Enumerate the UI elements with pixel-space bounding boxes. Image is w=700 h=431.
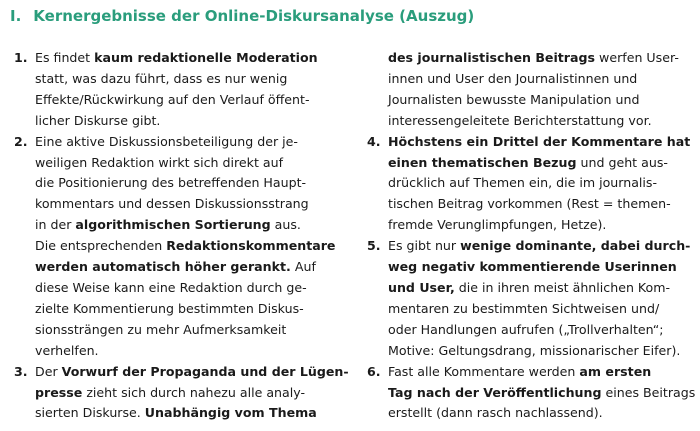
text-line	[388, 194, 693, 215]
text-line	[388, 320, 693, 341]
text-segment: Es gibt nur	[388, 238, 461, 254]
text-line	[35, 278, 345, 299]
text-line	[388, 299, 693, 320]
text-segment: erstellt (dann rasch nachlassend).	[388, 405, 603, 421]
text-line	[388, 362, 693, 383]
finding-item-1	[10, 48, 345, 132]
text-segment: die in ihren meist ähnlichen Kom-	[454, 279, 671, 295]
text-line	[35, 194, 345, 215]
finding-number: 5.	[367, 238, 381, 254]
text-line	[35, 341, 345, 362]
finding-item-5	[363, 236, 693, 361]
text-line	[388, 173, 693, 194]
text-segment: oder Handlungen aufrufen („Trollverhalten“;	[388, 321, 664, 337]
section-number: I.	[10, 7, 22, 25]
text-segment: Eine aktive Diskussionsbeteiligung der je-	[35, 133, 298, 149]
bold-text: Redaktionskommentare	[166, 238, 336, 254]
text-segment: drücklich auf Themen ein, die im journalis-	[388, 175, 658, 191]
text-line	[388, 403, 693, 424]
text-segment: werfen User-	[595, 50, 679, 65]
text-segment: zielte Kommentierung bestimmten Diskus-	[35, 300, 304, 316]
finding-number: 4.	[367, 133, 381, 149]
text-line	[35, 299, 345, 320]
text-segment: weiligen Redaktion wirkt sich direkt auf	[35, 154, 284, 170]
text-line	[35, 215, 345, 236]
text-segment: Journalisten bewusste Manipulation und	[388, 91, 640, 107]
text-segment: mentaren zu bestimmten Sichtweisen und/	[388, 300, 660, 316]
bold-text: weg negativ kommentierende Userinnen	[388, 259, 677, 275]
bold-text: Vorwurf der Propaganda und der Lügen-	[61, 363, 349, 379]
bold-text: und User,	[388, 279, 455, 295]
text-segment: Die entsprechenden	[35, 238, 167, 254]
finding-number: 2.	[14, 133, 28, 149]
text-segment: Der	[35, 363, 62, 379]
finding-number: 3.	[14, 363, 28, 379]
left-column	[10, 48, 349, 424]
text-segment: aus.	[270, 217, 301, 233]
text-segment: Auf	[290, 259, 316, 275]
finding-number: 1.	[14, 50, 28, 65]
text-line	[388, 111, 693, 132]
bold-text: einen thematischen Bezug	[388, 154, 577, 170]
text-segment: und geht aus-	[576, 154, 668, 170]
finding-item-3-continued	[363, 48, 693, 132]
section-heading	[10, 7, 474, 25]
finding-item-4	[363, 132, 693, 237]
bold-text: presse	[35, 384, 83, 400]
text-line	[388, 236, 693, 257]
text-line	[35, 362, 349, 383]
bold-text: des journalistischen Beitrags	[388, 50, 596, 65]
finding-item-2	[10, 132, 345, 362]
text-segment: licher Diskurse gibt.	[35, 112, 161, 128]
text-line	[35, 403, 345, 424]
text-line	[388, 90, 693, 111]
text-segment: innen und User den Journalistinnen und	[388, 70, 638, 86]
text-segment: diese Weise kann eine Redaktion durch ge-	[35, 279, 307, 295]
bold-text: Höchstens ein Drittel der Kommentare hat	[388, 133, 691, 149]
text-segment: fremde Verunglimpfungen, Hetze).	[388, 217, 607, 233]
text-segment: kommentars und dessen Diskussionsstrang	[35, 196, 309, 212]
right-column	[363, 48, 696, 424]
text-line	[35, 48, 345, 69]
text-line	[388, 257, 693, 278]
text-line	[388, 48, 693, 69]
text-segment: in der	[35, 217, 76, 233]
text-line	[35, 320, 345, 341]
text-segment: Motive: Geltungsdrang, missionarischer Eifer).	[388, 342, 681, 358]
bold-text: werden automatisch höher gerankt.	[35, 259, 291, 275]
bold-text: kaum redaktionelle Moderation	[94, 50, 318, 65]
text-segment: Es findet	[35, 50, 95, 65]
text-line	[388, 383, 696, 404]
text-segment: verhelfen.	[35, 342, 99, 358]
text-line	[35, 173, 345, 194]
text-line	[35, 132, 345, 153]
text-segment: eines Beitrags	[601, 384, 696, 400]
text-line	[35, 90, 345, 111]
text-segment: interessengeleitete Berichterstattung vor.	[388, 112, 652, 128]
bold-text: am ersten	[579, 363, 652, 379]
text-line	[35, 111, 345, 132]
finding-item-6	[363, 362, 696, 425]
text-line	[388, 153, 693, 174]
bold-text: Tag nach der Veröffentlichung	[388, 384, 602, 400]
text-line	[388, 215, 693, 236]
text-segment: Fast alle Kommentare werden	[388, 363, 580, 379]
text-segment: sionssträngen zu mehr Aufmerksamkeit	[35, 321, 287, 337]
text-line	[35, 257, 345, 278]
text-segment: zieht sich durch nahezu alle analy-	[82, 384, 306, 400]
text-segment: statt, was dazu führt, dass es nur wenig	[35, 70, 288, 86]
text-segment: sierten Diskurse.	[35, 405, 145, 421]
text-line	[35, 69, 345, 90]
text-line	[35, 153, 345, 174]
text-line	[388, 278, 693, 299]
section-title: Kernergebnisse der Online-Diskursanalyse (Auszug)	[33, 7, 475, 25]
text-line	[35, 236, 345, 257]
text-line	[35, 383, 345, 404]
finding-number: 6.	[367, 363, 381, 379]
bold-text: Unabhängig vom Thema	[144, 405, 317, 421]
text-line	[388, 341, 693, 362]
text-segment: die Positionierung des betreffenden Haupt-	[35, 175, 307, 191]
text-segment: Effekte/Rückwirkung auf den Verlauf öffent-	[35, 91, 310, 107]
text-line	[388, 69, 693, 90]
finding-item-3	[10, 362, 349, 425]
text-segment: tischen Beitrag vorkommen (Rest = themen-	[388, 196, 671, 212]
bold-text: algorithmischen Sortierung	[75, 217, 271, 233]
text-line	[388, 132, 693, 153]
bold-text: wenige dominante, dabei durch-	[460, 238, 691, 254]
